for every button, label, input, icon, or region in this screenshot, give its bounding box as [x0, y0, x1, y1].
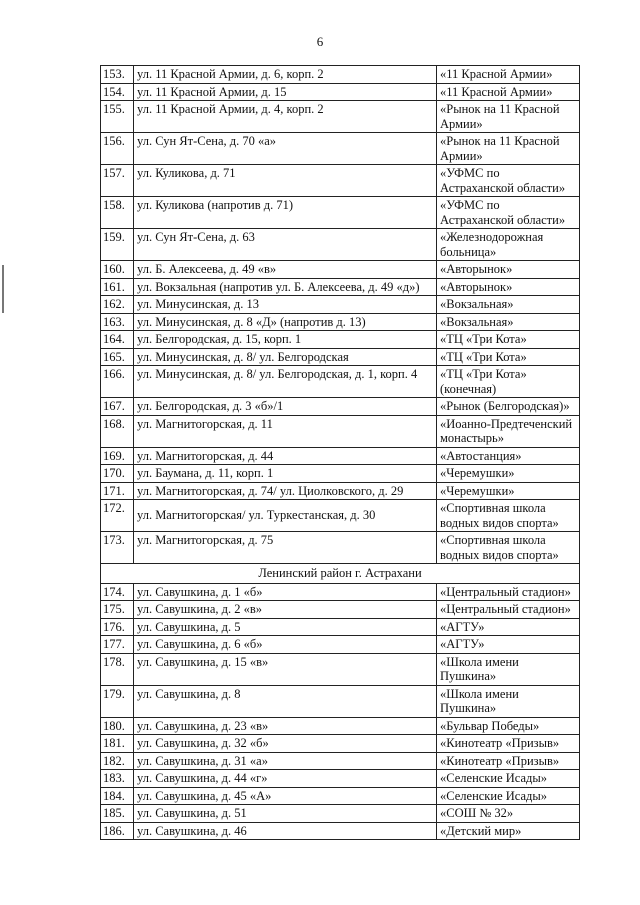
table-row — [101, 415, 580, 447]
table-row — [101, 101, 580, 133]
address-cell: ул. Савушкина, д. 44 «г» — [134, 770, 437, 788]
row-number: 164. — [101, 331, 134, 349]
stop-name-cell: «Кинотеатр «Призыв» — [437, 752, 580, 770]
bus-stops-table — [100, 65, 580, 840]
table-row — [101, 229, 580, 261]
table-row — [101, 278, 580, 296]
row-number: 155. — [101, 101, 134, 133]
row-number: 182. — [101, 752, 134, 770]
address-cell: ул. Магнитогорская, д. 74/ ул. Циолковского, д. 29 — [134, 482, 437, 500]
table-row — [101, 653, 580, 685]
row-number: 179. — [101, 685, 134, 717]
table-row — [101, 805, 580, 823]
address-cell: ул. Савушкина, д. 15 «в» — [134, 653, 437, 685]
page-number: 6 — [316, 34, 324, 49]
stop-name-cell: «Центральный стадион» — [437, 601, 580, 619]
address-cell: ул. 11 Красной Армии, д. 15 — [134, 83, 437, 101]
stop-name-cell: «Спортивная школа водных видов спорта» — [437, 500, 580, 532]
address-cell: ул. Савушкина, д. 6 «б» — [134, 636, 437, 654]
address-cell: ул. Куликова (напротив д. 71) — [134, 197, 437, 229]
address-cell: ул. Магнитогорская, д. 11 — [134, 415, 437, 447]
stop-name-cell: «Селенские Исады» — [437, 787, 580, 805]
stop-name-cell: «УФМС по Астраханской области» — [437, 197, 580, 229]
section-header-group — [101, 564, 580, 584]
row-number: 166. — [101, 366, 134, 398]
stop-name-cell: «Бульвар Победы» — [437, 717, 580, 735]
stop-name-cell: «ТЦ «Три Кота» — [437, 331, 580, 349]
table-row — [101, 165, 580, 197]
row-number: 178. — [101, 653, 134, 685]
address-cell: ул. Магнитогорская, д. 75 — [134, 532, 437, 564]
stop-name-cell: «АГТУ» — [437, 636, 580, 654]
table-row — [101, 296, 580, 314]
stop-name-cell: «СОШ № 32» — [437, 805, 580, 823]
stop-name-cell: «Школа имени Пушкина» — [437, 653, 580, 685]
table-row — [101, 133, 580, 165]
stop-name-cell: «Железнодорожная больница» — [437, 229, 580, 261]
address-cell: ул. Савушкина, д. 46 — [134, 822, 437, 840]
table-row — [101, 735, 580, 753]
stop-name-cell: «ТЦ «Три Кота» (конечная) — [437, 366, 580, 398]
address-cell: ул. Савушкина, д. 2 «в» — [134, 601, 437, 619]
address-cell: ул. Б. Алексеева, д. 49 «в» — [134, 261, 437, 279]
table-row — [101, 752, 580, 770]
row-number: 171. — [101, 482, 134, 500]
row-number: 156. — [101, 133, 134, 165]
row-number: 154. — [101, 83, 134, 101]
address-cell: ул. Белгородская, д. 15, корп. 1 — [134, 331, 437, 349]
table-row — [101, 465, 580, 483]
table-row — [101, 366, 580, 398]
section-title: Ленинский район г. Астрахани — [101, 564, 580, 584]
row-number: 161. — [101, 278, 134, 296]
table-row — [101, 261, 580, 279]
row-number: 163. — [101, 313, 134, 331]
row-number: 170. — [101, 465, 134, 483]
address-cell: ул. Баумана, д. 11, корп. 1 — [134, 465, 437, 483]
address-cell: ул. Савушкина, д. 8 — [134, 685, 437, 717]
stop-name-cell: «Черемушки» — [437, 465, 580, 483]
row-number: 162. — [101, 296, 134, 314]
table-row — [101, 787, 580, 805]
row-number: 176. — [101, 618, 134, 636]
address-cell: ул. Савушкина, д. 31 «а» — [134, 752, 437, 770]
table-row — [101, 447, 580, 465]
table-row — [101, 770, 580, 788]
stop-name-cell: «11 Красной Армии» — [437, 66, 580, 84]
address-cell: ул. Сун Ят-Сена, д. 70 «а» — [134, 133, 437, 165]
address-cell: ул. 11 Красной Армии, д. 4, корп. 2 — [134, 101, 437, 133]
address-cell: ул. Белгородская, д. 3 «б»/1 — [134, 398, 437, 416]
address-cell: ул. Минусинская, д. 8/ ул. Белгородская — [134, 348, 437, 366]
stop-name-cell: «Иоанно-Предтеченский монастырь» — [437, 415, 580, 447]
row-number: 185. — [101, 805, 134, 823]
table-row — [101, 822, 580, 840]
scan-edge-mark — [2, 265, 4, 313]
stop-name-cell: «Рынок (Белгородская)» — [437, 398, 580, 416]
row-number: 165. — [101, 348, 134, 366]
table-row — [101, 482, 580, 500]
stop-name-cell: «Центральный стадион» — [437, 583, 580, 601]
address-cell: ул. Савушкина, д. 23 «в» — [134, 717, 437, 735]
row-number: 174. — [101, 583, 134, 601]
table-row — [101, 348, 580, 366]
stop-name-cell: «Кинотеатр «Призыв» — [437, 735, 580, 753]
stop-name-cell: «Селенские Исады» — [437, 770, 580, 788]
table-row — [101, 313, 580, 331]
address-cell: ул. Магнитогорская/ ул. Туркестанская, д. 30 — [134, 500, 437, 532]
address-cell: ул. Савушкина, д. 5 — [134, 618, 437, 636]
address-cell: ул. Савушкина, д. 1 «б» — [134, 583, 437, 601]
stop-name-cell: «11 Красной Армии» — [437, 83, 580, 101]
stop-name-cell: «Автостанция» — [437, 447, 580, 465]
stop-name-cell: «Авторынок» — [437, 261, 580, 279]
row-number: 184. — [101, 787, 134, 805]
row-number: 177. — [101, 636, 134, 654]
table-row — [101, 398, 580, 416]
table-row — [101, 500, 580, 532]
address-cell: ул. Минусинская, д. 8/ ул. Белгородская, д. 1, корп. 4 — [134, 366, 437, 398]
row-number: 175. — [101, 601, 134, 619]
table-row — [101, 331, 580, 349]
stop-name-cell: «Спортивная школа водных видов спорта» — [437, 532, 580, 564]
address-cell: ул. Минусинская, д. 13 — [134, 296, 437, 314]
stop-name-cell: «Вокзальная» — [437, 296, 580, 314]
row-number: 160. — [101, 261, 134, 279]
address-cell: ул. Савушкина, д. 51 — [134, 805, 437, 823]
table-row — [101, 717, 580, 735]
address-cell: ул. 11 Красной Армии, д. 6, корп. 2 — [134, 66, 437, 84]
table-row — [101, 583, 580, 601]
table-row — [101, 618, 580, 636]
row-number: 169. — [101, 447, 134, 465]
stop-name-cell: «Рынок на 11 Красной Армии» — [437, 101, 580, 133]
row-number: 157. — [101, 165, 134, 197]
section-header-row — [101, 564, 580, 584]
address-cell: ул. Вокзальная (напротив ул. Б. Алексеева, д. 49 «д») — [134, 278, 437, 296]
row-number: 180. — [101, 717, 134, 735]
row-number: 153. — [101, 66, 134, 84]
table-row — [101, 601, 580, 619]
table-section-leninsky — [101, 583, 580, 840]
address-cell: ул. Савушкина, д. 32 «б» — [134, 735, 437, 753]
row-number: 168. — [101, 415, 134, 447]
row-number: 181. — [101, 735, 134, 753]
table-row — [101, 83, 580, 101]
stop-name-cell: «Черемушки» — [437, 482, 580, 500]
row-number: 167. — [101, 398, 134, 416]
table-section-continued — [101, 66, 580, 564]
row-number: 186. — [101, 822, 134, 840]
address-cell: ул. Минусинская, д. 8 «Д» (напротив д. 13) — [134, 313, 437, 331]
table-row — [101, 532, 580, 564]
address-cell: ул. Магнитогорская, д. 44 — [134, 447, 437, 465]
row-number: 183. — [101, 770, 134, 788]
stop-name-cell: «УФМС по Астраханской области» — [437, 165, 580, 197]
row-number: 173. — [101, 532, 134, 564]
table-row — [101, 66, 580, 84]
stop-name-cell: «Вокзальная» — [437, 313, 580, 331]
stop-name-cell: «АГТУ» — [437, 618, 580, 636]
row-number: 159. — [101, 229, 134, 261]
table-row — [101, 197, 580, 229]
stop-name-cell: «ТЦ «Три Кота» — [437, 348, 580, 366]
stop-name-cell: «Детский мир» — [437, 822, 580, 840]
stop-name-cell: «Рынок на 11 Красной Армии» — [437, 133, 580, 165]
table-row — [101, 636, 580, 654]
address-cell: ул. Куликова, д. 71 — [134, 165, 437, 197]
table-row — [101, 685, 580, 717]
address-cell: ул. Сун Ят-Сена, д. 63 — [134, 229, 437, 261]
row-number: 158. — [101, 197, 134, 229]
row-number: 172. — [101, 500, 134, 532]
stop-name-cell: «Школа имени Пушкина» — [437, 685, 580, 717]
stop-name-cell: «Авторынок» — [437, 278, 580, 296]
address-cell: ул. Савушкина, д. 45 «А» — [134, 787, 437, 805]
